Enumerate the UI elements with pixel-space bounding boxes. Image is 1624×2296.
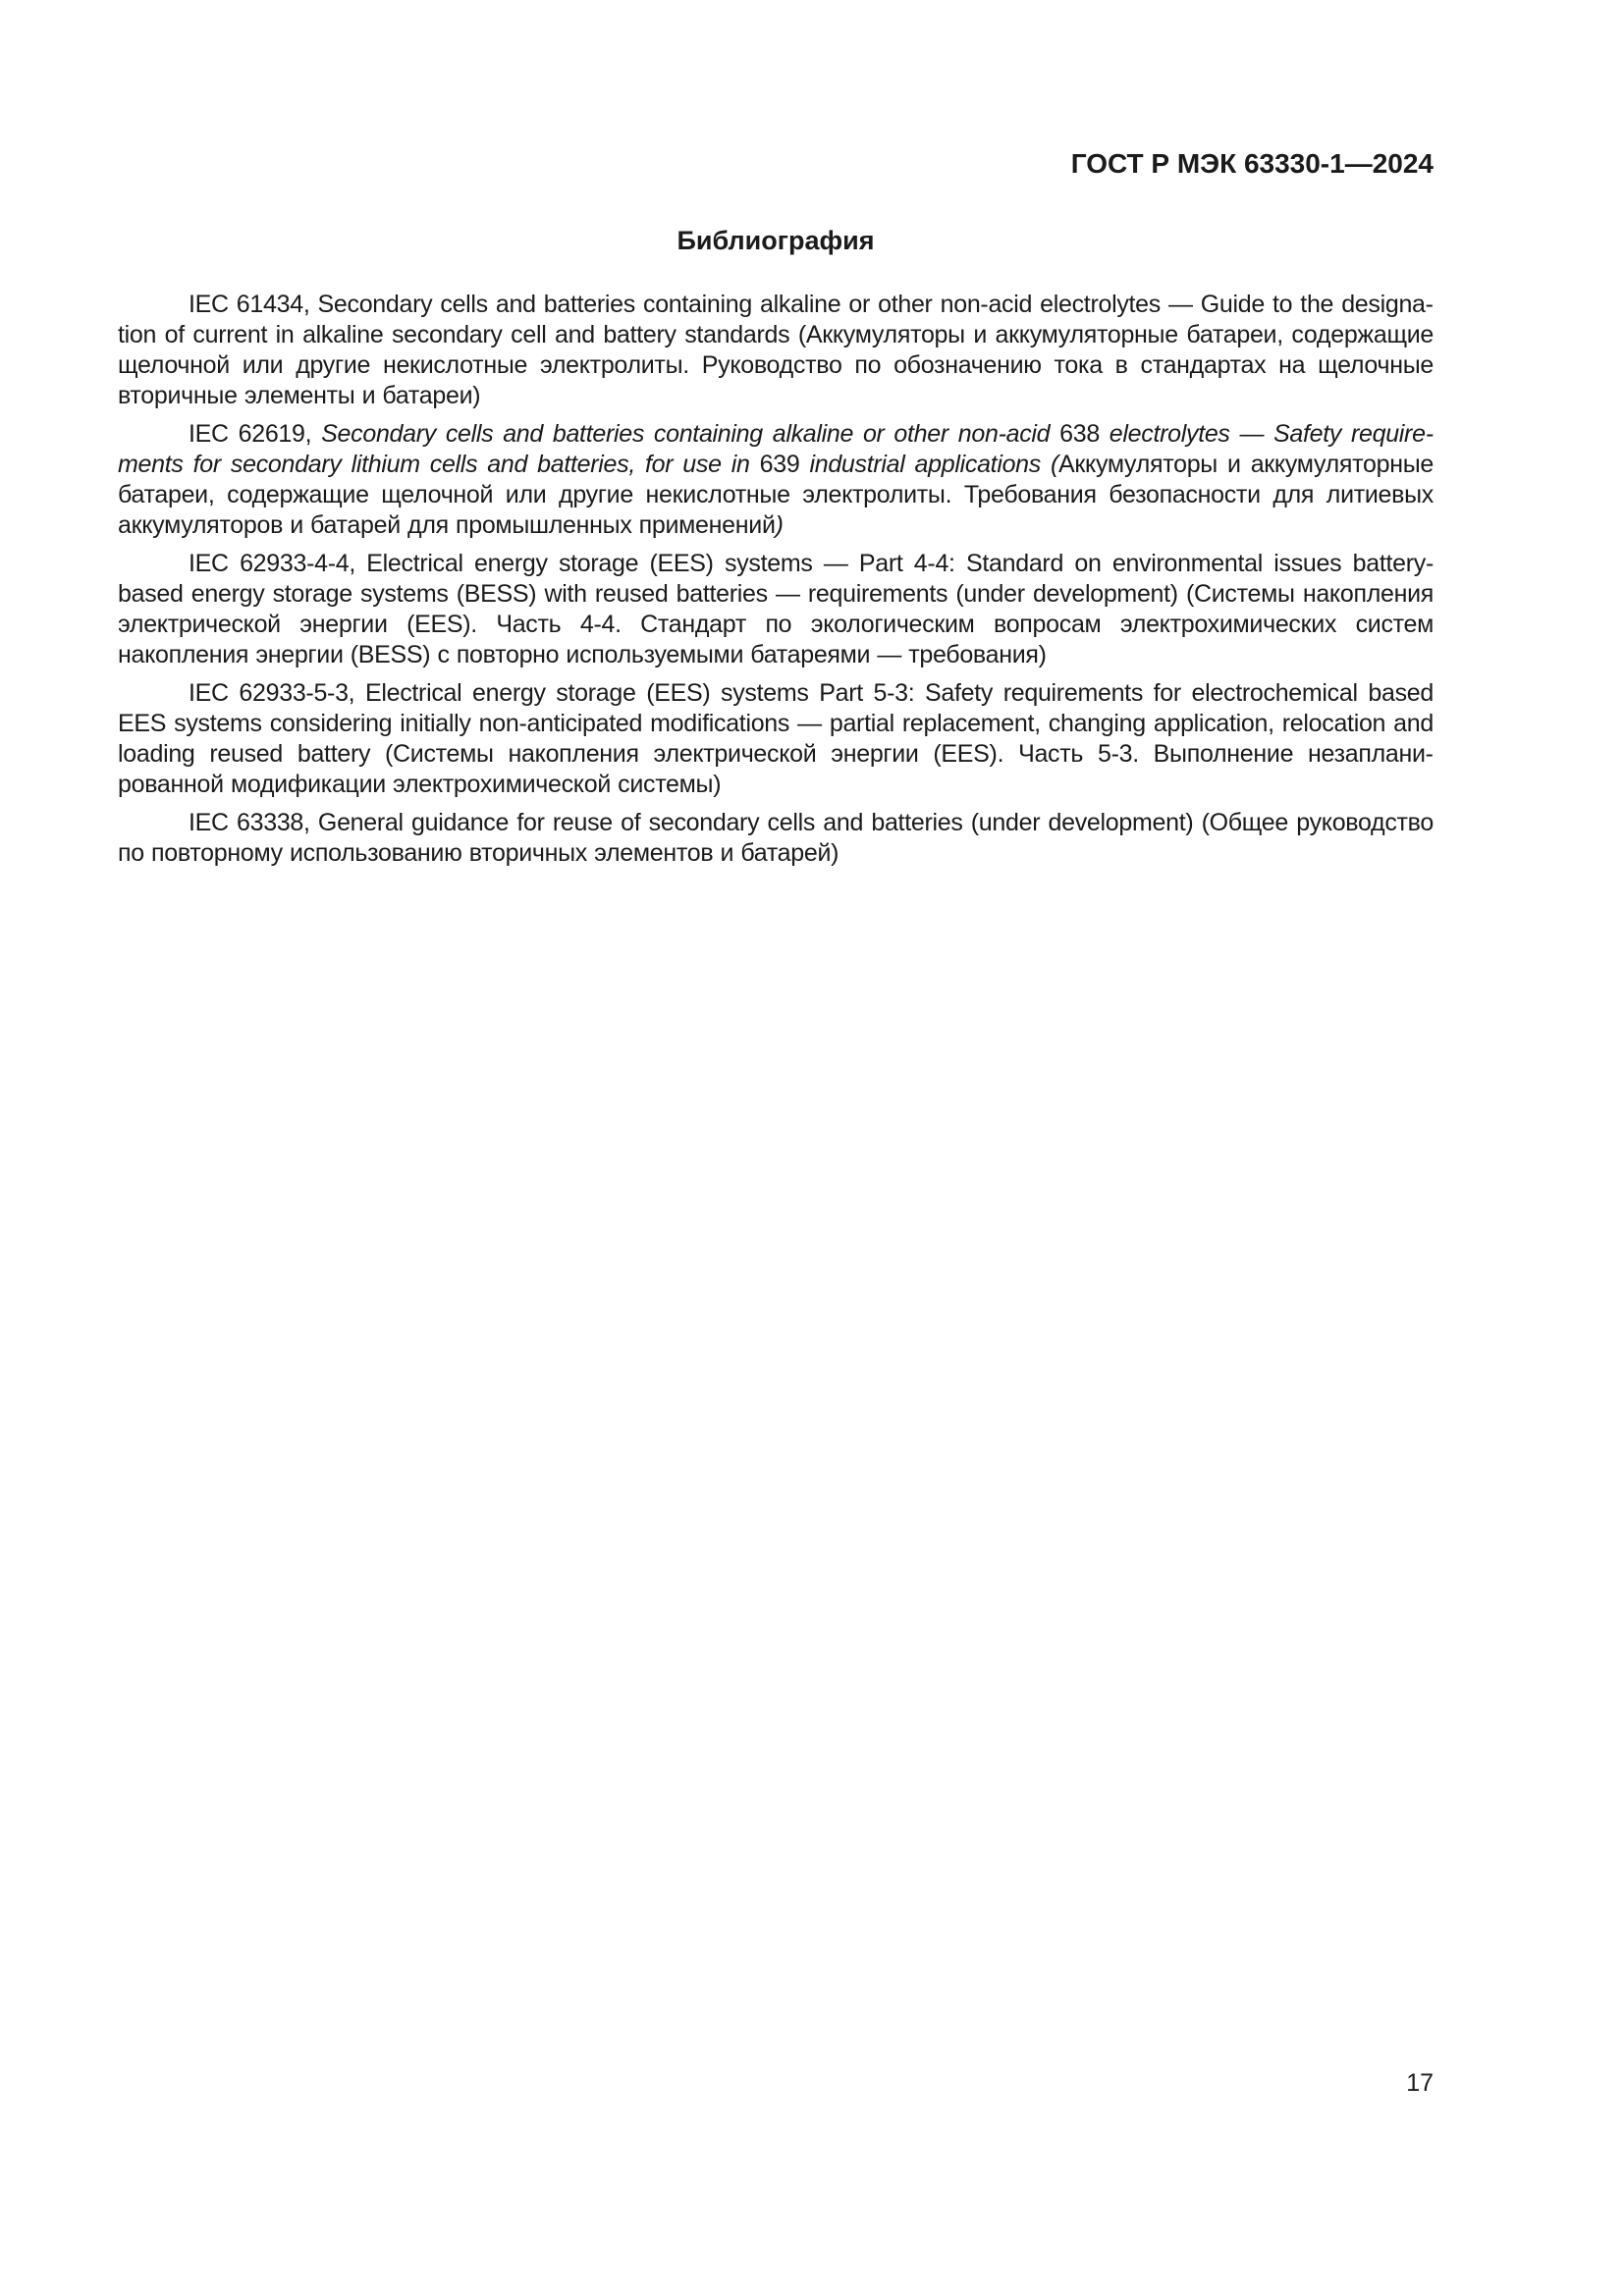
entry-text: IEC 61434, Secondary cells and batteries containing alkaline or other non-acid electrolytes — Guide to the designation of current in alkaline secondary cell and battery standards (Аккумуляторы и аккумуляторные батареи, содержащие щелочной или другие некислотные электролиты. Руководство по обозначению тока в стандартах на щелочные вторичные элементы и батареи) bbox=[118, 291, 1434, 409]
entry-text-italic: ) bbox=[775, 511, 784, 539]
entry-text: IEC 63338, General guidance for reuse of secondary cells and batteries (under development) (Общее руководство по повторному использованию вторичных элементов и батарей) bbox=[118, 809, 1434, 867]
entry-text: 639 bbox=[759, 451, 810, 478]
page-title: Библиография bbox=[677, 226, 875, 255]
bibliography-list bbox=[118, 290, 1434, 877]
entry-text-italic: Secondary cells and batteries containing alkaline or other non-acid bbox=[321, 420, 1060, 448]
entry-text: IEC 62933-4-4, Electrical energy storage (EES) systems — Part 4-4: Standard on environmental issues battery-based energy storage systems (BESS) with reused batteries — requirements (under development) (Системы накопления электрической энергии (EES). Часть 4-4. Стандарт по экологическим вопросам электрохимических систем накопления энергии (BESS) с повторно используемыми батареями — требования) bbox=[118, 550, 1434, 668]
page-number: 17 bbox=[1406, 2069, 1434, 2097]
entry-text: 638 bbox=[1059, 420, 1110, 448]
running-header: ГОСТ Р МЭК 63330-1—2024 bbox=[1070, 148, 1434, 179]
entry-text: Аккумуляторы и аккумуляторные батареи, содержащие щелочной или другие некислотные электролиты. Требования безопасности для литиевых аккумуляторов и батарей для промышленных применений bbox=[118, 451, 1434, 539]
entry-text-italic: industrial applications ( bbox=[809, 451, 1059, 478]
bibliography-entry-iec-62619 bbox=[118, 419, 1434, 541]
bibliography-entry-iec-62933-4-4 bbox=[118, 549, 1434, 670]
bibliography-entry-iec-61434 bbox=[118, 290, 1434, 411]
bibliography-entry-iec-62933-5-3 bbox=[118, 678, 1434, 800]
bibliography-entry-iec-63338 bbox=[118, 808, 1434, 869]
entry-text-italic: electrolytes — Safety requirements for secondary lithium cells and batteries, for use in bbox=[118, 420, 1435, 478]
entry-text: IEC 62619, bbox=[189, 420, 322, 448]
entry-text: IEC 62933-5-3, Electrical energy storage (EES) systems Part 5-3: Safety requirements for electrochemical based EES systems considering initially non-anticipated modifications — partial replacement, changing application, relocation and loading reused battery (Системы накопления электрической энергии (EES). Часть 5-3. Выполнение незапланированной модификации электрохимической системы) bbox=[118, 679, 1434, 798]
